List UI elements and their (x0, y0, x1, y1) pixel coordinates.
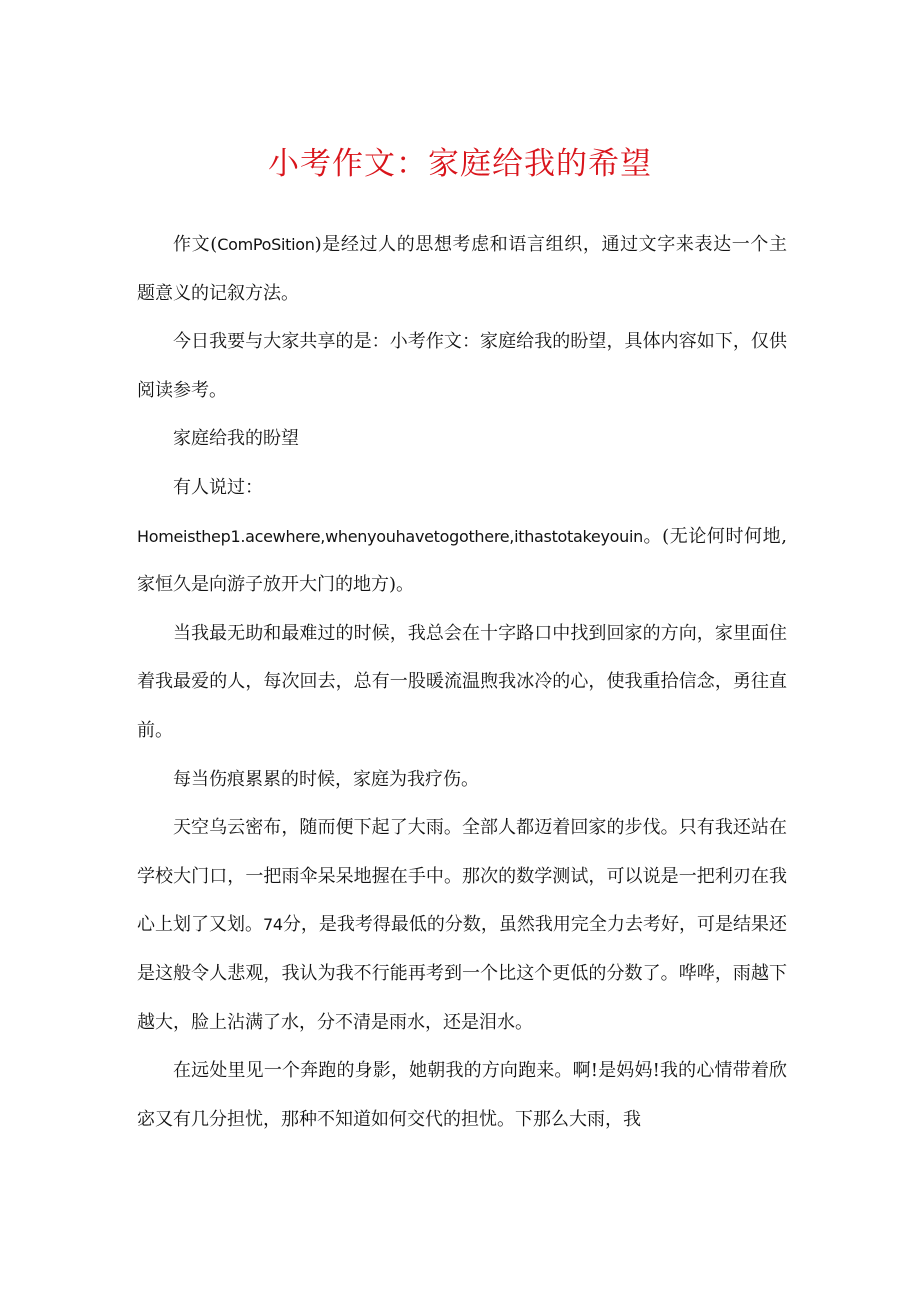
paragraph-text: 作文( (173, 234, 218, 255)
paragraph-mother: 在远处里见一个奔跑的身影，她朝我的方向跑来。啊!是妈妈!我的心情带着欣宓又有几分担忧，那种不知道如何交代的担忧。下那么大雨，我 (137, 1060, 787, 1130)
paragraph-essay-title: 家庭给我的盼望 (173, 428, 299, 450)
paragraph-text: 。(无论何时何地,家恒久是向游子放开大门的地方)。 (137, 525, 787, 596)
paragraph-text: 天空乌云密布，随而便下起了大雨。全部人都迈着回家的步伐。只有我还站在学校大门口，一把雨伞呆呆地握在手中。那次的数学测试，可以说是一把利刃在我心上划了又划。 (137, 817, 787, 936)
paragraph-quote (137, 513, 787, 610)
document-title: 小考作文：家庭给我的希望 (268, 146, 652, 182)
paragraph-latin-text: ComPoSition (217, 235, 315, 254)
paragraph-latin-text: Homeisthep1.acewhere,whenyouhavetogothere,ithastotakeyouin (137, 526, 643, 546)
paragraph-quote-lead: 有人说过： (173, 476, 263, 498)
paragraph-home-direction: 当我最无助和最难过的时候，我总会在十字路口中找到回家的方向，家里面住着我最爱的人，每次回去，总有一股暖流温煦我冰冷的心，使我重拾信念，勇往直前。 (137, 622, 787, 741)
paragraph-text: 分，是我考得最低的分数，虽然我用完全力去考好，可是结果还是这般令人悲观，我认为我不行能再考到一个比这个更低的分数了。哗哗，雨越下越大，脸上沾满了水，分不清是雨水，还是泪水。 (137, 914, 787, 1033)
paragraph-intro (137, 221, 787, 318)
paragraph-share: 今日我要与大家共享的是：小考作文：家庭给我的盼望，具体内容如下，仅供阅读参考。 (137, 331, 787, 401)
paragraph-rain (137, 804, 787, 1047)
paragraph-healing: 每当伤痕累累的时候，家庭为我疗伤。 (173, 768, 479, 790)
document-body (137, 221, 787, 1144)
paragraph-text: )是经过人的思想考虑和语言组织，通过文字来表达一个主题意义的记叙方法。 (137, 234, 787, 304)
paragraph-latin-text: 74 (263, 915, 283, 935)
